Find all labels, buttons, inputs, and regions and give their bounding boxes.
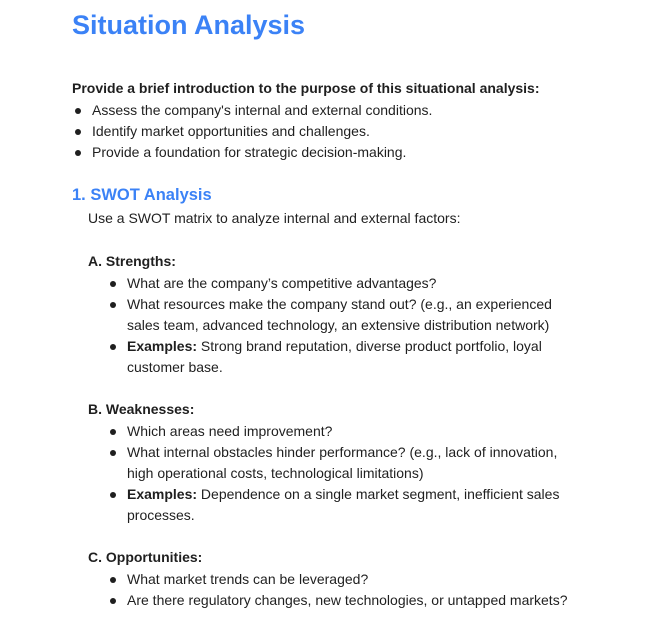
intro-list (72, 100, 632, 163)
subheading-opportunities: C. Opportunities: (88, 549, 203, 565)
subheading-strengths: A. Strengths: (88, 253, 176, 269)
list-item: Are there regulatory changes, new technologies, or untapped markets? (107, 590, 587, 611)
opportunities-list (107, 569, 587, 611)
list-item: Identify market opportunities and challenges. (72, 121, 632, 142)
list-item: What market trends can be leveraged? (107, 569, 587, 590)
list-item: Which areas need improvement? (107, 421, 587, 442)
list-item (107, 336, 587, 378)
list-item: Provide a foundation for strategic decision-making. (72, 142, 632, 163)
list-item (107, 484, 587, 526)
strengths-list (107, 273, 587, 378)
list-item: What resources make the company stand out? (e.g., an experienced sales team, advanced technology, an extensive distribution network) (107, 294, 587, 336)
subheading-weaknesses: B. Weaknesses: (88, 401, 195, 417)
weaknesses-list (107, 421, 587, 526)
list-item: Assess the company's internal and external conditions. (72, 100, 632, 121)
intro-heading: Provide a brief introduction to the purpose of this situational analysis: (72, 80, 540, 96)
examples-label: Examples: (127, 338, 198, 354)
list-item: What are the company’s competitive advantages? (107, 273, 587, 294)
section-description: Use a SWOT matrix to analyze internal and external factors: (88, 210, 461, 226)
page-title: Situation Analysis (72, 10, 306, 40)
list-item: What internal obstacles hinder performance? (e.g., lack of innovation, high operational costs, technological limitations) (107, 442, 587, 484)
examples-text: Strong brand reputation, diverse product portfolio, loyal customer base. (127, 338, 542, 375)
section-heading-swot: 1. SWOT Analysis (72, 186, 212, 204)
examples-text: Dependence on a single market segment, inefficient sales processes. (127, 486, 560, 523)
examples-label: Examples: (127, 486, 198, 502)
